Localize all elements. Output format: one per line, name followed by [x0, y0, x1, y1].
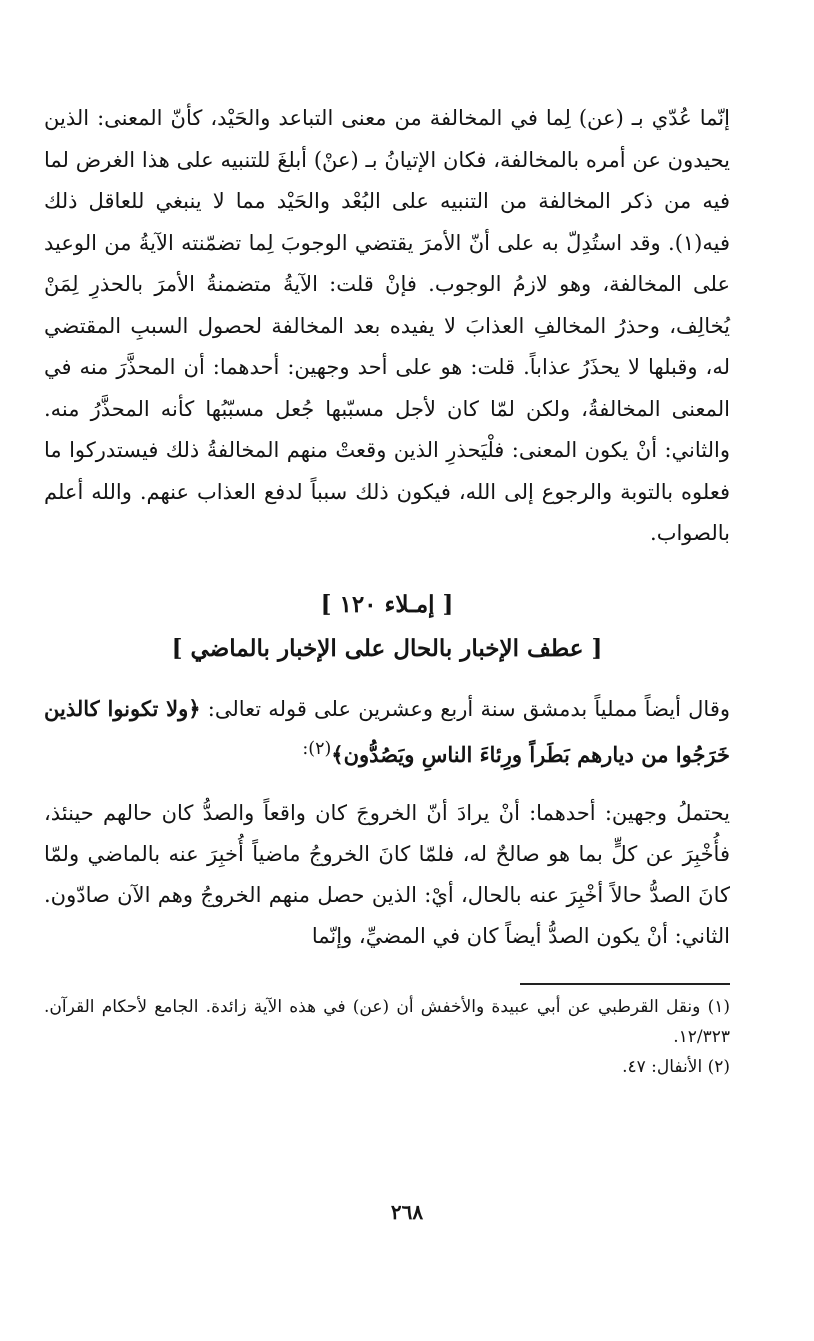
footnote-divider: [520, 983, 730, 985]
paragraph-1-text: إنّما عُدّي بـ (عن) لِما في المخالفة من معنى التباعد والحَيْد، كأنّ المعنى: الذين يحيدون عن أمره بالمخالفة، فكان الإتيانُ بـ (عنْ) أبلغَ للتنبيه على هذا الغرض لما فيه من ذكر المخالفة من التنبيه على البُعْد والحَيْد مما لا ينبغي للعاقل ذلك فيه(١). وقد استُدِلّ به على أنّ الأمرَ يقتضي الوجوبَ لِما تضمّنته الآيةُ من الوعيد على المخالفة، وهو لازمُ الوجوب. فإنْ قلت: الآيةُ متضمنةُ الأمرَ بالحذرِ لِمَنْ يُخالِف، وحذرُ المخالفِ العذابَ لا يفيده بعد المخالفة لحصول السببِ المقتضي له، وقبلها لا يحذَرُ عذاباً. قلت: هو على أحد وجهين: أحدهما: أن المحذَّرَ منه في المعنى المخالفةُ، ولكن لمّا كان لأجل مسبّبها جُعل مسبّبُها كأنه المحذَّرُ منه. والثاني: أنْ يكون المعنى: فلْيَحذرِ الذين وقعتْ منهم المخالفةُ ذلك فيستدركوا ما فعلوه بالتوبة والرجوع إلى الله، فيكون ذلك سبباً لدفع العذاب عنهم. والله أعلم بالصواب.: [44, 106, 730, 545]
verse-footnote-mark: (٢):: [302, 738, 332, 759]
imla-heading: [ إمـلاء ١٢٠ ]: [320, 590, 454, 618]
section-title: [ عطف الإخبار بالحال على الإخبار بالماضي ]: [171, 634, 603, 662]
body-paragraph-1: [44, 98, 730, 555]
footnote-1: (١) ونقل القرطبي عن أبي عبيدة والأخفش أن (عن) في هذه الآية زائدة. الجامع لأحكام القرآن. ١٢/٣٢٣.: [44, 997, 730, 1047]
body-paragraph-2: [44, 793, 730, 957]
page-number: ٢٦٨: [390, 1200, 424, 1224]
intro-text: وقال أيضاً مملياً بدمشق سنة أربع وعشرين على قوله تعالى:: [200, 696, 730, 721]
quran-verse: ﴿ولا تكونوا كالذين خَرَجُوا من ديارهم بَطَراً ورِئاءَ الناسِ ويَصُدُّون﴾: [44, 695, 730, 767]
page-content: [44, 98, 730, 957]
footnote-2: (٢) الأنفال: ٤٧.: [622, 1057, 730, 1077]
intro-paragraph: [44, 689, 730, 775]
section-headings: [44, 583, 730, 671]
footnotes: [44, 992, 730, 1082]
paragraph-2-text: يحتملُ وجهين: أحدهما: أنْ يرادَ أنّ الخروجَ كان واقعاً والصدُّ كان حالهم حينئذ، فأُخْبِرَ عن كلٍّ بما هو صالحٌ له، فلمّا كانَ الخروجُ ماضياً أُخبِرَ عنه بالماضي ولمّا كانَ الصدُّ حالاً أخْبِرَ عنه بالحال، أيْ: الذين حصل منهم الخروجُ وهم الآن صادّون. الثاني: أنْ يكون الصدُّ أيضاً كان في المضيِّ، وإنّما: [44, 800, 730, 948]
